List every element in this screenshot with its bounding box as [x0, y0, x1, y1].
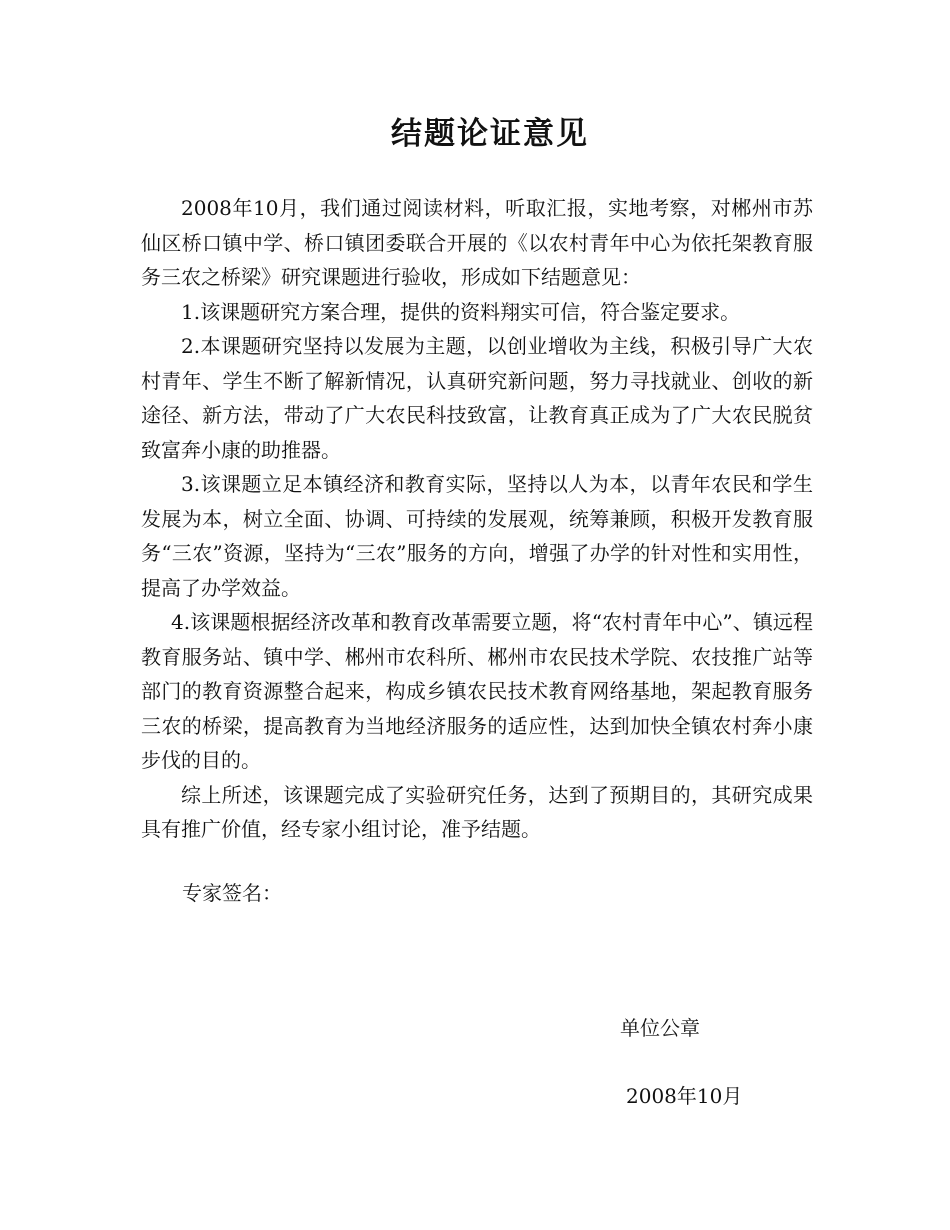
paragraph-point-3: 3.该课题立足本镇经济和教育实际，坚持以人为本，以青年农民和学生发展为本，树立全面、协调、可持续的发展观，统筹兼顾，积极开发教育服务“三农”资源，坚持为“三农”服务的方向，增强了办学的针对性和实用性，提高了办学效益。 [141, 472, 813, 600]
paragraph-point-4: 4.该课题根据经济改革和教育改革需要立题，将“农村青年中心”、镇远程教育服务站、镇中学、郴州市农科所、郴州市农民技术学院、农技推广站等部门的教育资源整合起来，构成乡镇农民技术教育网络基地，架起教育服务三农的桥梁，提高教育为当地经济服务的适应性，达到加快全镇农村奔小康步伐的目的。 [141, 610, 813, 772]
paragraph-conclusion: 综上所述，该课题完成了实验研究任务，达到了预期目的，其研究成果具有推广价值，经专家小组讨论，准予结题。 [141, 782, 813, 841]
document-body [141, 191, 813, 847]
document-title: 结题论证意见 [391, 116, 589, 152]
paragraph-point-2: 2.本课题研究坚持以发展为主题，以创业增收为主线，积极引导广大农村青年、学生不断了解新情况，认真研究新问题，努力寻找就业、创收的新途径、新方法，带动了广大农民科技致富，让教育真正成为了广大农民脱贫致富奔小康的助推器。 [141, 334, 813, 462]
paragraph-point-1: 1.该课题研究方案合理，提供的资料翔实可信，符合鉴定要求。 [181, 299, 741, 324]
document-date: 2008年10月 [626, 1084, 743, 1108]
expert-signature-label: 专家签名： [182, 881, 282, 905]
unit-seal-label: 单位公章 [620, 1016, 700, 1040]
paragraph-intro: 2008年10月，我们通过阅读材料，听取汇报，实地考察，对郴州市苏仙区桥口镇中学、桥口镇团委联合开展的《以农村青年中心为依托架教育服务三农之桥梁》研究课题进行验收，形成如下结题意见： [141, 196, 813, 289]
